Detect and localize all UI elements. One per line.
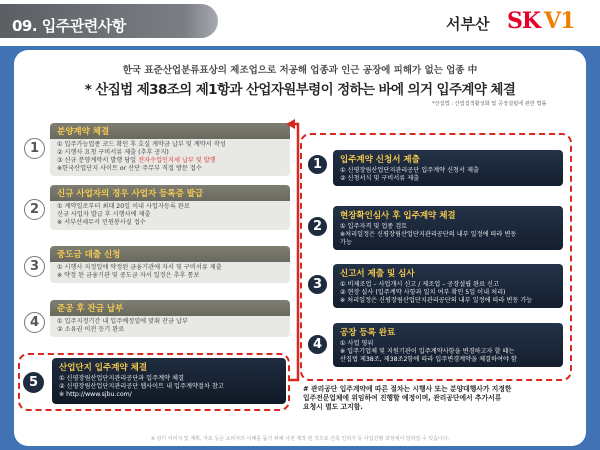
right-step-4-line: 산집법 제38조, 제38조2항에 따라 입주변경계약을 체결하여야 함 — [340, 356, 517, 363]
right-step-1 — [333, 150, 563, 186]
page-title: 09. 입주관련사항 — [12, 17, 126, 35]
left-step-1-line: ※한국산업단지 사이트 or 산단 주무부 직접 방문 접수 — [57, 165, 202, 172]
left-step-1-red-text: 전자수입인지세 납부 및 발행 — [138, 157, 216, 164]
step-number-1: 1 — [24, 138, 45, 159]
right-step-1-head: 입주계약 신청서 제출 — [340, 155, 420, 165]
right-step-number-3: 3 — [307, 274, 328, 295]
left-step-1-head: 분양계약 체결 — [50, 123, 290, 139]
left-step-2-line: 신규 사업자 발급 후 시행사에 제출 — [57, 211, 151, 218]
right-step-number-2: 2 — [307, 216, 328, 237]
right-step-3-head: 신고서 제출 및 심사 — [340, 269, 415, 279]
left-step-5-head: 산업단지 입주계약 체결 — [59, 363, 148, 373]
right-note-line: # 관리공단 입주계약에 따른 절차는 시행사 또는 분양대행사가 지정한 — [303, 385, 512, 393]
step-number-4: 4 — [24, 312, 45, 333]
left-step-4-head: 준공 후 잔금 납부 — [50, 300, 290, 316]
brand-name: 서부산 — [446, 15, 490, 33]
left-step-2-head: 신규 사업자의 경우 사업자 등록증 발급 — [50, 185, 290, 201]
step-number-2: 2 — [24, 199, 45, 220]
title-tab — [0, 4, 218, 38]
left-step-3-body — [50, 262, 290, 283]
right-step-2-head: 현장확인심사 후 입주계약 체결 — [340, 211, 456, 221]
right-step-number-1: 1 — [307, 154, 328, 175]
right-note-line: 입주전문업체에 위임하여 진행할 예정이며, 관리공단에서 추가서류 — [303, 394, 502, 402]
left-step-1-body — [50, 139, 290, 176]
left-step-1-line: ② 시행사 요청 구비서류 제출 (추후 공지) — [57, 149, 169, 156]
left-step-1-line — [57, 157, 283, 165]
header — [0, 0, 600, 46]
left-step-4-line: ② 소유권 이전 등기 완료 — [57, 326, 125, 333]
left-step-1-line: ① 입주가능업종 코드 확인 후 호실 계약금 납부 및 계약서 작성 — [57, 141, 226, 148]
step-number-5: 5 — [22, 371, 45, 394]
right-step-3 — [333, 264, 563, 308]
left-step-2-line: ※ 서부산세무서 민원봉사실 접수 — [57, 219, 146, 226]
left-step-4-body — [50, 316, 290, 337]
left-step-5-line: ① 신평장림산업단지관리공단과 입주계약 체결 — [59, 375, 185, 382]
brand-logo — [507, 8, 574, 34]
left-step-2-body — [50, 201, 290, 230]
footer-disclaimer: ※ 상기 이미지 및 계획, 자료 등은 소비자의 이해를 돕기 위해 사전 제작 된 것으로 건축 인허가 등 사업진행 과정에서 달라질 수 있습니다. — [150, 436, 450, 442]
left-step-2-line: ① 계약일로부터 최대 20일 이내 사업자등록 완료 — [57, 203, 190, 210]
right-step-number-4: 4 — [307, 334, 328, 355]
right-step-1-line: ① 신평장림산업단지관리공단 입주계약 신청서 제출 — [340, 167, 479, 174]
right-step-2-line: ① 입주자격 및 업종 검토 — [340, 223, 408, 230]
step-number-3: 3 — [24, 256, 45, 277]
left-step-4 — [50, 300, 290, 337]
right-note-line: 요청시 별도 고지함. — [303, 403, 363, 411]
right-step-3-line: ② 현장 실사 (입주계약 사항과 일치 여부 확인 5일 이내 처리) — [340, 289, 506, 296]
left-step-5-line: ② 신평장림산업단지관리공단 웹사이트 내 입주계약절차 참고 — [59, 383, 224, 390]
left-step-1-line-text: ③ 신규 분양계약서 발행 담일 — [57, 157, 139, 164]
left-step-1 — [50, 123, 290, 176]
headline: * 산집법 제38조의 제1항과 산업자원부령이 정하는 바에 의거 입주계약 체결 — [84, 82, 516, 98]
left-step-5 — [52, 358, 286, 404]
right-step-4 — [333, 323, 563, 367]
intro-text: 한국 표준산업분류표상의 제조업으로 저공해 업종과 인근 공장에 피해가 없는 업종 中 — [122, 65, 478, 76]
right-step-2-line: 가능 — [340, 239, 352, 246]
right-step-2 — [333, 206, 563, 250]
left-step-4-line: ① 입주지정기간 내 입주예정일에 맞춰 잔금 납부 — [57, 318, 188, 325]
brand-logo-v1: V1 — [544, 8, 575, 34]
right-step-1-line: ② 신청서식 및 구비서류 제출 — [340, 175, 420, 182]
left-step-5-line: ※ http://www.sjbu.com/ — [59, 391, 132, 398]
right-step-3-line: ※ 처리일정은 신평장림산업단지관리공단의 내부 일정에 따라 변동 가능 — [340, 297, 533, 304]
right-step-2-line: ※처리일정은 신평장림산업단지관리공단의 내부 일정에 따라 변동 — [340, 231, 517, 238]
headline-note: *산집법 : 산업집적활성화 및 공장설립에 관한 법률 — [432, 101, 547, 107]
right-step-4-head: 공장 등록 완료 — [340, 328, 396, 338]
right-step-3-line: ① 비제조업 – 사업개시 신고 / 제조업 – 공장설립 완료 신고 — [340, 281, 500, 288]
right-note — [303, 385, 583, 412]
right-step-4-line: ※ 입주기업체 및 지원기관이 입주계약사항을 변경하고자 할 때는 — [340, 348, 515, 355]
brand-logo-sk: SK — [507, 8, 541, 34]
left-step-2 — [50, 185, 290, 230]
right-step-4-line: ① 사업 영위 — [340, 340, 374, 347]
left-step-3 — [50, 246, 290, 283]
left-step-3-head: 중도금 대출 신청 — [50, 246, 290, 262]
left-step-3-line: ※ 약정 된 금융기관 및 중도금 자서 일정은 추후 통보 — [57, 272, 200, 279]
left-step-3-line: ① 시행사 지정일에 약정된 금융기관에 자서 및 구비서류 제출 — [57, 264, 222, 271]
